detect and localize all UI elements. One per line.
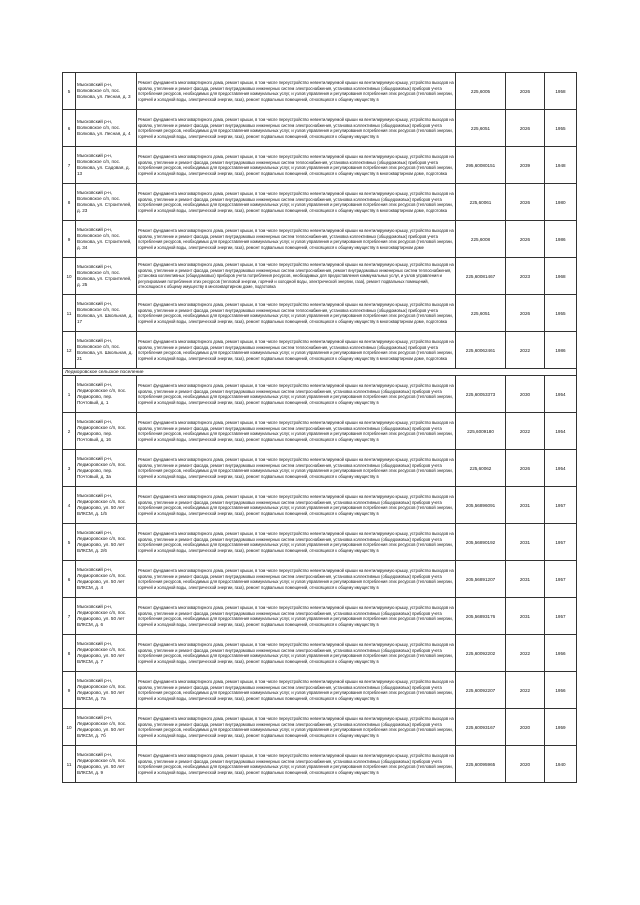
work-text: Ремонт фундамента многоквартирного дома, ремонт крыши, в том числе переустройство невентилируемой крыши на вентилируемую крышу, устройство выходов на кровлю, утепление и ремонт фасада, ремонт внутридомовых инженерных систем электроснабжения, установка коллективных (общедомовых) приборов учета потребления ресурсов, необходимых для предоставления коммунальных услуг, и узлов управления и регулирования потребления этих ресурсов (тепловой энергии, горячей и холодной воды, электрической энергии, газа), ремонт подвальных помещений, относящихся к общему имуществу в xyxy=(138,80,454,102)
repair-year-cell: 2022 xyxy=(506,672,545,709)
work-list-cell xyxy=(137,672,456,709)
area-cell: 205,56893176 xyxy=(456,598,506,635)
table-row xyxy=(63,73,577,110)
row-number: 11 xyxy=(63,295,76,332)
work-list-cell xyxy=(137,450,456,487)
row-number: 10 xyxy=(63,709,76,746)
build-year-cell: 1948 xyxy=(545,147,577,184)
address-cell: Мысковский р-н, Ледморовское с/п, пос. Ледморово, пер. Почтовый, д. 1 xyxy=(76,376,137,413)
repair-year-cell: 2039 xyxy=(506,147,545,184)
address-cell: Мысковский р-н, Волковское с/п, пос. Волкова, ул. Лесная, д. 3 xyxy=(76,73,137,110)
table-row xyxy=(63,672,577,709)
address-cell: Мысковский р-н, Ледморовское с/п, пос. Ледморово, пер. Почтовый, д. 16 xyxy=(76,413,137,450)
address-cell: Мысковский р-н, Ледморовское с/п, пос. Ледморово, ул. 50 лет ВЛКСМ, д. 7б xyxy=(76,709,137,746)
repair-year-cell: 2022 xyxy=(506,413,545,450)
table-row xyxy=(63,147,577,184)
address-cell: Мысковский р-н, Волковское с/п, пос. Волкова, ул. Школьная, д. 21 xyxy=(76,332,137,369)
work-text: Ремонт фундамента многоквартирного дома, ремонт крыши, в том числе переустройство невентилируемой крыши на вентилируемую крышу, устройство выходов на кровлю, утепление и ремонт фасада, ремонт внутридомовых инженерных систем электроснабжения, установка коллективных (общедомовых) приборов учета потребления ресурсов, необходимых для предоставления коммунальных услуг, и узлов управления и регулирования потребления этих ресурсов (тепловой энергии, горячей и холодной воды, электрической энергии, газа), ремонт подвальных помещений, относящихся к общему имуществу в xyxy=(138,420,454,442)
work-list-cell xyxy=(137,561,456,598)
table-section-header xyxy=(63,369,577,376)
work-list-cell xyxy=(137,110,456,147)
row-number: 8 xyxy=(63,184,76,221)
address-cell: Мысковский р-н, Ледморовское с/п, пос. Ледморово, пер. Почтовый, д. 3а xyxy=(76,450,137,487)
address-cell: Мысковский р-н, Волковское с/п, пос. Волкова, ул. Строителей, д. 23 xyxy=(76,184,137,221)
build-year-cell: 1956 xyxy=(545,672,577,709)
build-year-cell: 1986 xyxy=(545,332,577,369)
row-number: 9 xyxy=(63,221,76,258)
section-row xyxy=(63,369,577,376)
table-row xyxy=(63,524,577,561)
area-cell: 225,6008 xyxy=(456,221,506,258)
table-row xyxy=(63,709,577,746)
build-year-cell: 1940 xyxy=(545,746,577,783)
repair-year-cell: 2020 xyxy=(506,746,545,783)
address-cell: Мысковский р-н, Ледморовское с/п, пос. Ледморово, ул. 50 лет ВЛКСМ, д. 1/5 xyxy=(76,487,137,524)
area-cell: 225,60092207 xyxy=(456,672,506,709)
work-list-cell xyxy=(137,147,456,184)
area-cell: 225,6051 xyxy=(456,295,506,332)
work-list-cell xyxy=(137,746,456,783)
address-cell: Мысковский р-н, Волковское с/п, пос. Волкова, ул. Строителей, д. 25 xyxy=(76,258,137,295)
work-list-cell xyxy=(137,524,456,561)
repair-year-cell: 2023 xyxy=(506,258,545,295)
area-cell: 225,6051 xyxy=(456,110,506,147)
area-cell: 205,56891207 xyxy=(456,561,506,598)
address-cell: Мысковский р-н, Ледморовское с/п, пос. Ледморово, ул. 50 лет ВЛКСМ, д. 4 xyxy=(76,561,137,598)
work-list-cell xyxy=(137,295,456,332)
work-list-cell xyxy=(137,635,456,672)
register-table xyxy=(62,72,577,783)
table-group-volkovskoe xyxy=(63,73,577,369)
work-text: Ремонт фундамента многоквартирного дома, ремонт крыши, в том числе переустройство невентилируемой крыши на вентилируемую крышу, устройство выходов на кровлю, утепление и ремонт фасада, ремонт внутридомовых инженерных систем электроснабжения, установка коллективных (общедомовых) приборов учета потребления ресурсов, необходимых для предоставления коммунальных услуг, и узлов управления и регулирования потребления этих ресурсов (тепловой энергии, горячей и холодной воды, электрической энергии, газа), ремонт подвальных помещений, относящихся к общему имуществу в xyxy=(138,531,454,553)
work-list-cell xyxy=(137,413,456,450)
work-list-cell xyxy=(137,598,456,635)
build-year-cell: 1954 xyxy=(545,450,577,487)
build-year-cell: 1957 xyxy=(545,561,577,598)
repair-year-cell: 2026 xyxy=(506,110,545,147)
build-year-cell: 1954 xyxy=(545,413,577,450)
address-cell: Мысковский р-н, Волковское с/п, пос. Волкова, ул. Школьная, д. 17 xyxy=(76,295,137,332)
repair-year-cell: 2026 xyxy=(506,450,545,487)
work-text: Ремонт фундамента многоквартирного дома, ремонт крыши, в том числе переустройство невентилируемой крыши на вентилируемую крышу, устройство выходов на кровлю, утепление и ремонт фасада, ремонт внутридомовых инженерных систем электроснабжения, установка коллективных (общедомовых) приборов учета потребления ресурсов, необходимых для предоставления коммунальных услуг, и узлов управления и регулирования потребления этих ресурсов (тепловой энергии, горячей и холодной воды, электрической энергии, газа), ремонт подвальных помещений, относящихся к общему имуществу в xyxy=(138,642,454,664)
build-year-cell: 1955 xyxy=(545,295,577,332)
section-title: Ледморовское сельское поселение xyxy=(63,369,577,376)
table-row xyxy=(63,746,577,783)
table-row xyxy=(63,184,577,221)
area-cell: 225,6005 xyxy=(456,73,506,110)
area-cell: 225,60092202 xyxy=(456,635,506,672)
row-number: 9 xyxy=(63,672,76,709)
table-row xyxy=(63,561,577,598)
table-row xyxy=(63,635,577,672)
table-row xyxy=(63,110,577,147)
work-list-cell xyxy=(137,258,456,295)
area-cell: 205,56890192 xyxy=(456,524,506,561)
address-cell: Мысковский р-н, Ледморовское с/п, пос. Ледморово, ул. 50 лет ВЛКСМ, д. 7а xyxy=(76,672,137,709)
area-cell: 225,60093167 xyxy=(456,709,506,746)
work-text: Ремонт фундамента многоквартирного дома, ремонт крыши, в том числе переустройство невентилируемой крыши на вентилируемую крышу, устройство выходов на кровлю, утепление и ремонт фасада, ремонт внутридомовых инженерных систем электроснабжения, установка коллективных (общедомовых) приборов учета потребления ресурсов, необходимых для предоставления коммунальных услуг, и узлов управления и регулирования потребления этих ресурсов (тепловой энергии, горячей и холодной воды, электрической энергии, газа), ремонт подвальных помещений, относящихся к общему имуществу в xyxy=(138,679,454,701)
work-list-cell xyxy=(137,221,456,258)
repair-year-cell: 2031 xyxy=(506,487,545,524)
address-cell: Мысковский р-н, Волковское с/п, пос. Волкова, ул. Строителей, д. 34 xyxy=(76,221,137,258)
build-year-cell: 1986 xyxy=(545,221,577,258)
repair-year-cell: 2026 xyxy=(506,73,545,110)
repair-year-cell: 2022 xyxy=(506,332,545,369)
build-year-cell: 1980 xyxy=(545,184,577,221)
address-cell: Мысковский р-н, Волковское с/п, пос. Волкова, ул. Лесная, д. 4 xyxy=(76,110,137,147)
table-row xyxy=(63,450,577,487)
build-year-cell: 1957 xyxy=(545,524,577,561)
repair-year-cell: 2022 xyxy=(506,635,545,672)
row-number: 12 xyxy=(63,332,76,369)
address-cell: Мысковский р-н, Ледморовское с/п, пос. Ледморово, ул. 50 лет ВЛКСМ, д. 2/6 xyxy=(76,524,137,561)
address-cell: Мысковский р-н, Ледморовское с/п, пос. Ледморово, ул. 50 лет ВЛКСМ, д. 6 xyxy=(76,598,137,635)
repair-year-cell: 2026 xyxy=(506,184,545,221)
address-cell: Мысковский р-н, Ледморовское с/п, пос. Ледморово, ул. 50 лет ВЛКСМ, д. 9 xyxy=(76,746,137,783)
row-number: 10 xyxy=(63,258,76,295)
row-number: 2 xyxy=(63,413,76,450)
repair-year-cell: 2031 xyxy=(506,524,545,561)
work-text: Ремонт фундамента многоквартирного дома, ремонт крыши, в том числе переустройство невентилируемой крыши на вентилируемую крышу, устройство выходов на кровлю, утепление и ремонт фасада, ремонт внутридомовых инженерных систем электроснабжения, установка коллективных (общедомовых) приборов учета потребления ресурсов, необходимых для предоставления коммунальных услуг, и узлов управления и регулирования потребления этих ресурсов (тепловой энергии, горячей и холодной воды, электрической энергии, газа), ремонт подвальных помещений, относящихся к общему имуществу в xyxy=(138,716,454,738)
work-text: Ремонт фундамента многоквартирного дома, ремонт крыши, в том числе переустройство невентилируемой крыши на вентилируемую крышу, устройство выходов на кровлю, утепление и ремонт фасада, ремонт внутридомовых инженерных систем электроснабжения, установка коллективных (общедомовых) приборов учета потребления ресурсов, необходимых для предоставления коммунальных услуг, и узлов управления и регулирования потребления этих ресурсов (тепловой энергии, горячей и холодной воды, электрической энергии, газа), ремонт подвальных помещений, относящихся к общему имуществу в xyxy=(138,117,454,139)
build-year-cell: 1957 xyxy=(545,598,577,635)
work-text: Ремонт фундамента многоквартирного дома, ремонт крыши, в том числе переустройство невентилируемой крыши на вентилируемую крышу, устройство выходов на кровлю, утепление и ремонт фасада, ремонт внутридомовых инженерных систем электроснабжения, установка коллективных (общедомовых) приборов учета потребления ресурсов, необходимых для предоставления коммунальных услуг, и узлов управления и регулирования потребления этих ресурсов (тепловой энергии, горячей и холодной воды, электрической энергии, газа), ремонт подвальных помещений, относящихся к общему имуществу в xyxy=(138,605,454,627)
area-cell: 225,60062461 xyxy=(456,332,506,369)
area-cell: 225,60062 xyxy=(456,450,506,487)
build-year-cell: 1956 xyxy=(545,635,577,672)
build-year-cell: 1957 xyxy=(545,487,577,524)
repair-year-cell: 2020 xyxy=(506,709,545,746)
work-text: Ремонт фундамента многоквартирного дома, ремонт крыши, в том числе переустройство невентилируемой крыши на вентилируемую крышу, устройство выходов на кровлю, утепление и ремонт фасада, ремонт внутридомовых инженерных систем теплоснабжения, установка коллективных (общедомовых) приборов учета потребления ресурсов, необходимых для предоставления коммунальных услуг, и узлов управления и регулирования потребления этих ресурсов (тепловой энергии, горячей и холодной воды, электрической энергии, газа), ремонт подвальных помещений, относящихся к общему имуществу в многоквартирном доме, подготовка xyxy=(138,339,454,361)
table-group-ledmorovskoe xyxy=(63,376,577,783)
build-year-cell: 1968 xyxy=(545,258,577,295)
repair-year-cell: 2026 xyxy=(506,221,545,258)
work-text: Ремонт фундамента многоквартирного дома, ремонт крыши, в том числе переустройство невентилируемой крыши на вентилируемую крышу, устройство выходов на кровлю, утепление и ремонт фасада, ремонт внутридомовых инженерных систем электроснабжения, ремонт внутридомовых инженерных систем теплоснабжения, установка коллективных (общедомовых) приборов учета потребления ресурсов, необходимых для предоставления коммунальных услуг, и узлов управления и регулирования потребления этих ресурсов (тепловой энергии, горячей и холодной воды, электрической энергии, газа), ремонт подвальных помещений, относящихся к общему имуществу в многоквартирном доме, подготовка xyxy=(138,262,454,290)
row-number: 5 xyxy=(63,524,76,561)
address-cell: Мысковский р-н, Волковское с/п, пос. Волкова, ул. Садовая, д. 13 xyxy=(76,147,137,184)
table-row xyxy=(63,487,577,524)
row-number: 7 xyxy=(63,598,76,635)
work-list-cell xyxy=(137,376,456,413)
work-text: Ремонт фундамента многоквартирного дома, ремонт крыши, в том числе переустройство невентилируемой крыши на вентилируемую крышу, устройство выходов на кровлю, утепление и ремонт фасада, ремонт внутридомовых инженерных систем электроснабжения, установка коллективных (общедомовых) приборов учета потребления ресурсов, необходимых для предоставления коммунальных услуг, и узлов управления и регулирования потребления этих ресурсов (тепловой энергии, горячей и холодной воды, электрической энергии, газа), ремонт подвальных помещений, относящихся к общему имуществу в xyxy=(138,494,454,516)
table-row xyxy=(63,221,577,258)
work-list-cell xyxy=(137,184,456,221)
work-list-cell xyxy=(137,487,456,524)
work-list-cell xyxy=(137,73,456,110)
build-year-cell: 1959 xyxy=(545,709,577,746)
area-cell: 225,60081467 xyxy=(456,258,506,295)
row-number: 1 xyxy=(63,376,76,413)
work-list-cell xyxy=(137,332,456,369)
work-text: Ремонт фундамента многоквартирного дома, ремонт крыши, в том числе переустройство невентилируемой крыши на вентилируемую крышу, устройство выходов на кровлю, утепление и ремонт фасада, ремонт внутридомовых инженерных систем теплоснабжения, установка коллективных (общедомовых) приборов учета потребления ресурсов, необходимых для предоставления коммунальных услуг, и узлов управления и регулирования потребления этих ресурсов (тепловой энергии, горячей и холодной воды, электрической энергии, газа), ремонт подвальных помещений, относящихся к общему имуществу в многоквартирном доме, подготовка xyxy=(138,302,454,324)
area-cell: 205,56896091 xyxy=(456,487,506,524)
table-row xyxy=(63,332,577,369)
build-year-cell: 1954 xyxy=(545,376,577,413)
repair-year-cell: 2030 xyxy=(506,376,545,413)
work-text: Ремонт фундамента многоквартирного дома, ремонт крыши, в том числе переустройство невентилируемой крыши на вентилируемую крышу, устройство выходов на кровлю, утепление и ремонт фасада, ремонт внутридомовых инженерных систем теплоснабжения, установка коллективных (общедомовых) приборов учета потребления ресурсов, необходимых для предоставления коммунальных услуг, и узлов управления и регулирования потребления этих ресурсов (тепловой энергии, горячей и холодной воды, электрической энергии, газа), ремонт подвальных помещений, относящихся к общему имуществу в многоквартирном доме, подготовка xyxy=(138,154,454,176)
row-number: 11 xyxy=(63,746,76,783)
table-row xyxy=(63,295,577,332)
row-number: 6 xyxy=(63,561,76,598)
work-text: Ремонт фундамента многоквартирного дома, ремонт крыши, в том числе переустройство невентилируемой крыши на вентилируемую крышу, устройство выходов на кровлю, утепление и ремонт фасада, ремонт внутридомовых инженерных систем электроснабжения, установка коллективных (общедомовых) приборов учета потребления ресурсов, необходимых для предоставления коммунальных услуг, и узлов управления и регулирования потребления этих ресурсов (тепловой энергии, горячей и холодной воды, электрической энергии, газа), ремонт подвальных помещений, относящихся к общему имуществу в xyxy=(138,457,454,479)
table-row xyxy=(63,376,577,413)
row-number: 7 xyxy=(63,147,76,184)
repair-year-cell: 2031 xyxy=(506,561,545,598)
work-text: Ремонт фундамента многоквартирного дома, ремонт крыши, в том числе переустройство невентилируемой крыши на вентилируемую крышу, устройство выходов на кровлю, утепление и ремонт фасада, ремонт внутридомовых инженерных систем электроснабжения, установка коллективных (общедомовых) приборов учета потребления ресурсов, необходимых для предоставления коммунальных услуг, и узлов управления и регулирования потребления этих ресурсов (тепловой энергии, горячей и холодной воды, электрической энергии, газа), ремонт подвальных помещений, относящихся к общему имуществу в xyxy=(138,383,454,405)
area-cell: 225,60061 xyxy=(456,184,506,221)
work-list-cell xyxy=(137,709,456,746)
area-cell: 225,60095965 xyxy=(456,746,506,783)
table-row xyxy=(63,598,577,635)
table-row xyxy=(63,413,577,450)
row-number: 8 xyxy=(63,635,76,672)
work-text: Ремонт фундамента многоквартирного дома, ремонт крыши, в том числе переустройство невентилируемой крыши на вентилируемую крышу, устройство выходов на кровлю, утепление и ремонт фасада, ремонт внутридомовых инженерных систем электроснабжения, установка коллективных (общедомовых) приборов учета потребления ресурсов, необходимых для предоставления коммунальных услуг, и узлов управления и регулирования потребления этих ресурсов (тепловой энергии, горячей и холодной воды, электрической энергии, газа), ремонт подвальных помещений, относящихся к общему имуществу в xyxy=(138,753,454,775)
address-cell: Мысковский р-н, Ледморовское с/п, пос. Ледморово, ул. 50 лет ВЛКСМ, д. 7 xyxy=(76,635,137,672)
build-year-cell: 1955 xyxy=(545,110,577,147)
work-text: Ремонт фундамента многоквартирного дома, ремонт крыши, в том числе переустройство невентилируемой крыши на вентилируемую крышу, устройство выходов на кровлю, утепление и ремонт фасада, ремонт внутридомовых инженерных систем теплоснабжения, установка коллективных (общедомовых) приборов учета потребления ресурсов, необходимых для предоставления коммунальных услуг, и узлов управления и регулирования потребления этих ресурсов (тепловой энергии, горячей и холодной воды, электрической энергии, газа), ремонт подвальных помещений, относящихся к общему имуществу в многоквартирном доме xyxy=(138,228,454,250)
work-text: Ремонт фундамента многоквартирного дома, ремонт крыши, в том числе переустройство невентилируемой крыши на вентилируемую крышу, устройство выходов на кровлю, утепление и ремонт фасада, ремонт внутридомовых инженерных систем электроснабжения, установка коллективных (общедомовых) приборов учета потребления ресурсов, необходимых для предоставления коммунальных услуг, и узлов управления и регулирования потребления этих ресурсов (тепловой энергии, горячей и холодной воды, электрической энергии, газа), ремонт подвальных помещений, относящихся к общему имуществу в многоквартирном доме, подготовка xyxy=(138,191,454,213)
row-number: 5 xyxy=(63,73,76,110)
row-number: 4 xyxy=(63,487,76,524)
repair-year-cell: 2031 xyxy=(506,598,545,635)
capital-repair-register xyxy=(62,72,574,783)
area-cell: 225,6009180 xyxy=(456,413,506,450)
area-cell: 295,60080151 xyxy=(456,147,506,184)
row-number: 3 xyxy=(63,450,76,487)
table-row xyxy=(63,258,577,295)
area-cell: 225,60053373 xyxy=(456,376,506,413)
repair-year-cell: 2026 xyxy=(506,295,545,332)
row-number: 6 xyxy=(63,110,76,147)
build-year-cell: 1958 xyxy=(545,73,577,110)
work-text: Ремонт фундамента многоквартирного дома, ремонт крыши, в том числе переустройство невентилируемой крыши на вентилируемую крышу, устройство выходов на кровлю, утепление и ремонт фасада, ремонт внутридомовых инженерных систем электроснабжения, установка коллективных (общедомовых) приборов учета потребления ресурсов, необходимых для предоставления коммунальных услуг, и узлов управления и регулирования потребления этих ресурсов (тепловой энергии, горячей и холодной воды, электрической энергии, газа), ремонт подвальных помещений, относящихся к общему имуществу в xyxy=(138,568,454,590)
